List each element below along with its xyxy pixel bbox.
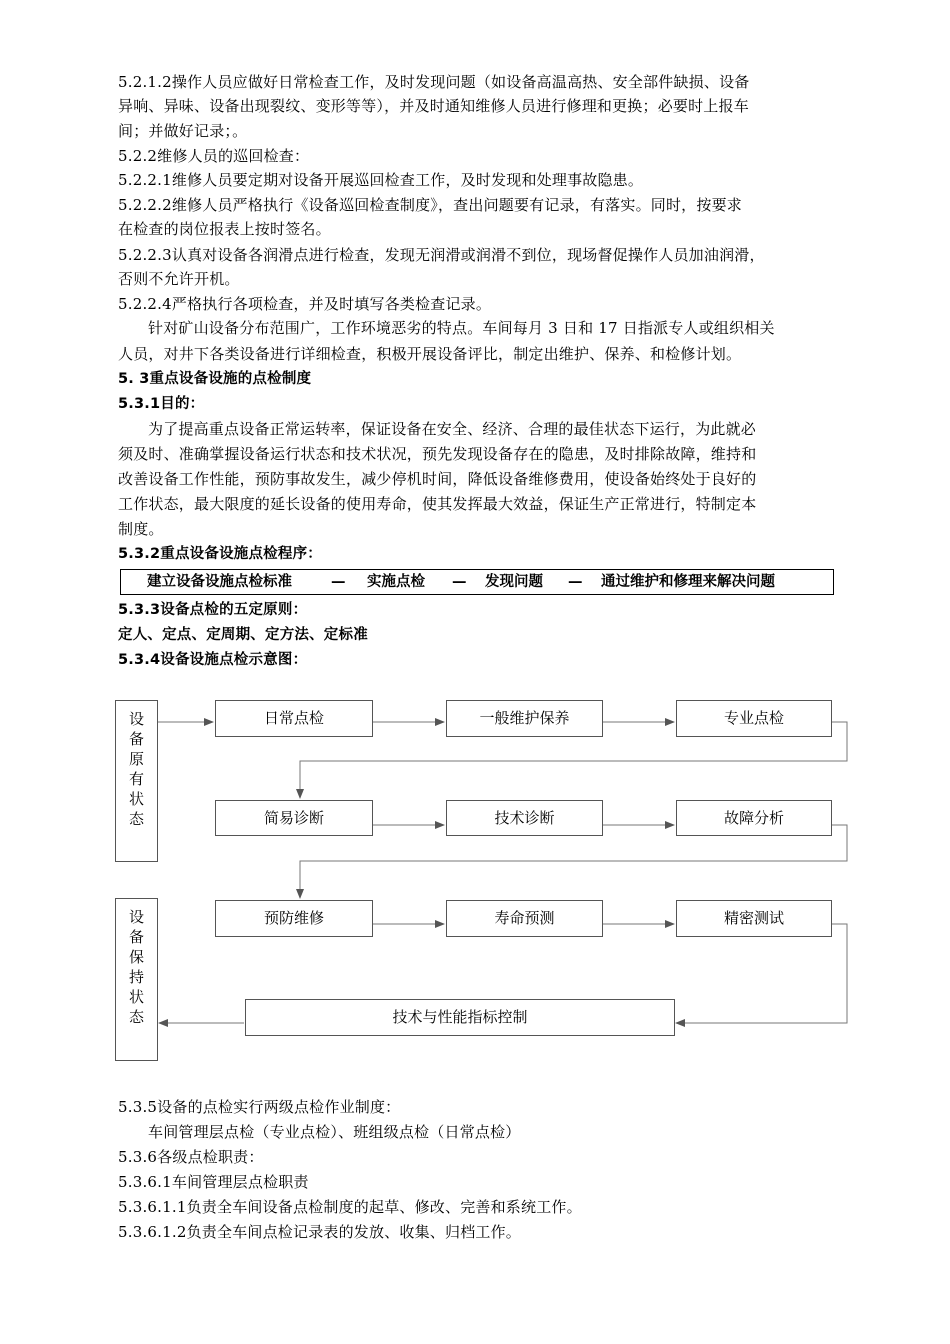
text-line: 车间管理层点检（专业点检）、班组级点检（日常点检） <box>148 1123 521 1141</box>
text-line: 5.2.2.3认真对设备各润滑点进行检查，发现无润滑或润滑不到位，现场督促操作人员加油润滑， <box>118 246 765 264</box>
original-state-box <box>115 700 158 862</box>
text-line: 否则不允许开机。 <box>118 270 240 288</box>
professional-inspection-box: 专业点检 <box>676 700 832 737</box>
vertical-char: 状 <box>128 988 144 1006</box>
text-line: 5.2.1.2操作人员应做好日常检查工作，及时发现问题（如设备高温高热、安全部件缺损、设备 <box>118 73 750 91</box>
vertical-char: 态 <box>128 1008 144 1026</box>
text-line: 针对矿山设备分布范围广，工作环境恶劣的特点。车间每月 3 日和 17 日指派专人或组织相关 <box>148 319 775 337</box>
text-line: 5.3.6各级点检职责： <box>118 1148 264 1166</box>
procedure-step: 发现问题 <box>485 574 543 590</box>
text-line: 5.3.6.1车间管理层点检职责 <box>118 1173 309 1191</box>
text-line: 5.2.2.1维修人员要定期对设备开展巡回检查工作，及时发现和处理事故隐患。 <box>118 171 644 189</box>
section-heading: 5.3.2重点设备设施点检程序： <box>118 546 322 562</box>
life-prediction-box: 寿命预测 <box>446 900 603 937</box>
vertical-char: 原 <box>128 750 144 768</box>
section-heading: 5. 3重点设备设施的点检制度 <box>118 371 312 387</box>
text-line: 制度。 <box>118 520 164 538</box>
vertical-char: 设 <box>128 710 144 728</box>
vertical-char: 持 <box>128 968 144 986</box>
text-line: 5.3.5设备的点检实行两级点检作业制度： <box>118 1098 401 1116</box>
five-principles: 定人、定点、定周期、定方法、定标准 <box>118 627 368 643</box>
procedure-dash: — <box>331 574 346 590</box>
text-line: 改善设备工作性能，预防事故发生，减少停机时间，降低设备维修费用，使设备始终处于良好的 <box>118 470 757 488</box>
fault-analysis-box: 故障分析 <box>676 800 832 836</box>
daily-inspection-box: 日常点检 <box>215 700 373 737</box>
general-maintenance-box: 一般维护保养 <box>446 700 603 737</box>
vertical-char: 备 <box>128 730 144 748</box>
section-heading: 5.3.4设备设施点检示意图： <box>118 652 308 668</box>
procedure-step: 实施点检 <box>367 574 425 590</box>
section-heading: 5.3.3设备点检的五定原则： <box>118 602 308 618</box>
vertical-char: 有 <box>128 770 144 788</box>
text-line: 5.2.2.2维修人员严格执行《设备巡回检查制度》，查出问题要有记录，有落实。同时，按要求 <box>118 196 742 214</box>
text-line: 5.2.2.4严格执行各项检查，并及时填写各类检查记录。 <box>118 295 492 313</box>
text-line: 工作状态，最大限度的延长设备的使用寿命，使其发挥最大效益，保证生产正常进行，特制定本 <box>118 495 757 513</box>
text-line: 人员，对井下各类设备进行详细检查，积极开展设备评比，制定出维护、保养、和检修计划。 <box>118 345 742 363</box>
text-line: 须及时、准确掌握设备运行状态和技术状况，预先发现设备存在的隐患，及时排除故障，维持和 <box>118 445 757 463</box>
procedure-dash: — <box>452 574 467 590</box>
text-line: 5.2.2维修人员的巡回检查： <box>118 147 310 165</box>
preventive-repair-box: 预防维修 <box>215 900 373 937</box>
maintained-state-box <box>115 898 158 1061</box>
text-line: 在检查的岗位报表上按时签名。 <box>118 220 331 238</box>
text-line: 5.3.6.1.1负责全车间设备点检制度的起草、修改、完善和系统工作。 <box>118 1198 582 1216</box>
technical-diagnosis-box: 技术诊断 <box>446 800 603 836</box>
vertical-char: 状 <box>128 790 144 808</box>
vertical-char: 备 <box>128 928 144 946</box>
precision-test-box: 精密测试 <box>676 900 832 937</box>
procedure-box <box>120 569 834 595</box>
section-heading: 5.3.1目的： <box>118 396 205 412</box>
text-line: 异响、异味、设备出现裂纹、变形等等），并及时通知维修人员进行修理和更换；必要时上报车 <box>118 97 749 115</box>
vertical-char: 态 <box>128 810 144 828</box>
simple-diagnosis-box: 简易诊断 <box>215 800 373 836</box>
text-line: 5.3.6.1.2负责全车间点检记录表的发放、收集、归档工作。 <box>118 1223 521 1241</box>
procedure-step: 通过维护和修理来解决问题 <box>601 574 775 590</box>
procedure-dash: — <box>568 574 583 590</box>
vertical-char: 保 <box>128 948 144 966</box>
text-line: 间；并做好记录；。 <box>118 122 248 140</box>
performance-control-box: 技术与性能指标控制 <box>245 999 675 1036</box>
vertical-char: 设 <box>128 908 144 926</box>
text-line: 为了提高重点设备正常运转率，保证设备在安全、经济、合理的最佳状态下运行，为此就必 <box>148 420 757 438</box>
procedure-step: 建立设备设施点检标准 <box>147 574 292 590</box>
